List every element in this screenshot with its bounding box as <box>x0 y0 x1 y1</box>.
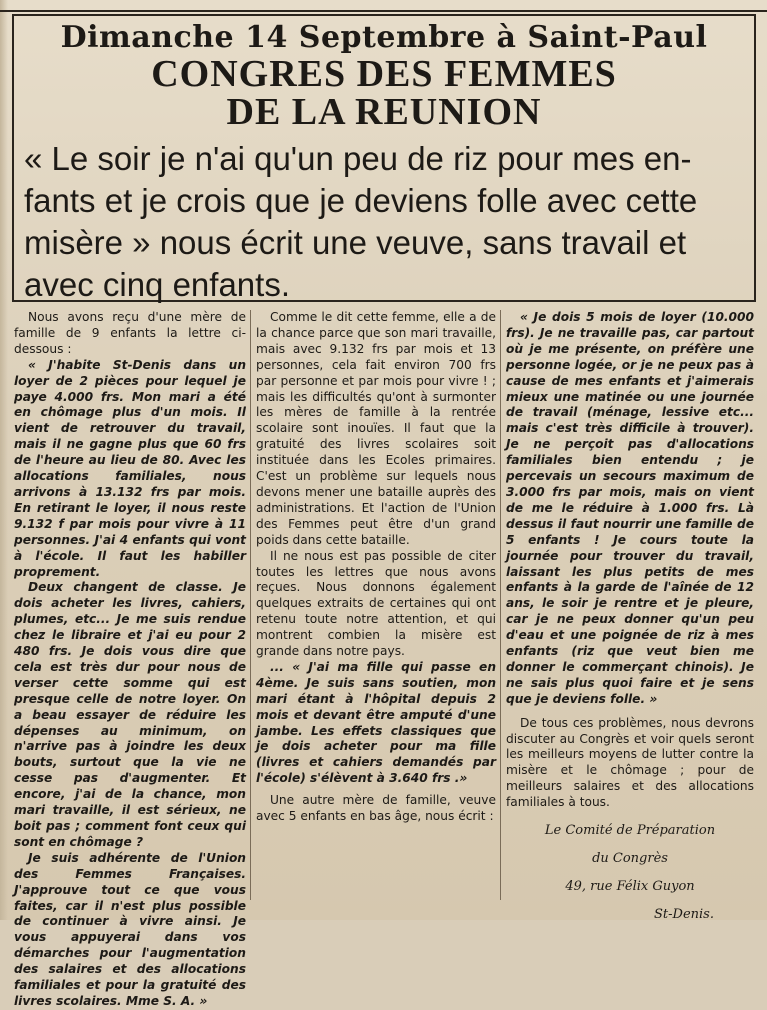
letter-paragraph: « Je dois 5 mois de loyer (10.000 frs). Je ne travaille pas, car partout où je me présente, on préfère une personne logée, or je ne peux pas à cause de mes enfants et j'aimerais mieux une matinée ou une journée de travail (ménage, lessive etc... mais c'est très difficile à trouver). Je ne perçoit pas d'allocations familiales bien entendu ; je percevais un secours maximum de 3.000 frs par mois, mais on vient de me le réduire à 1.000 frs. Là dessus il faut nourrir une famille de 5 enfants ! Je cours toute la journée pour trouver du travail, laissant les plus petits de mes enfants à la garde de l'aînée de 12 ans, le soir je rentre et je pleure, car je ne peux donner qu'un peu d'eau et une poignée de riz à mes enfants (riz que veut bien me donner le commerçant chinois). Je ne sais plus quoi faire et je sens que je deviens folle. » <box>506 310 754 706</box>
paragraph: Nous avons reçu d'une mère de famille de 9 enfants la lettre ci-dessous : <box>14 310 246 356</box>
pull-quote-line: avec cinq enfants. <box>24 266 290 303</box>
signature-line: Le Comité de Préparation <box>544 823 716 839</box>
signature-city: St-Denis. <box>654 907 714 923</box>
letter-paragraph: Je suis adhérente de l'Union des Femmes Françaises. J'approuve tout ce que vous faites, car il n'est plus possible de continuer à vivre ainsi. Je vous appuyerai dans vos démarches pour l'augmentation des salaires et des allocations familiales et pour la gratuité des livres scolaires. Mme S. A. » <box>14 850 246 1008</box>
letter-paragraph: Deux changent de classe. Je dois acheter les livres, cahiers, plumes, etc... Je me suis rendue chez le libraire et j'ai eu pour 2 480 frs. Je dois vous dire que cela est très dur pour nous de verser cette somme qui est presque celle de notre loyer. On a beau essayer de réduire les dépenses au minimum, on n'arrive pas à joindre les deux bouts, surtout que la vie ne cesse pas d'augmenter. Et encore, j'ai de la chance, mon mari travaille, il est sérieux, ne boit pas ; comment font ceux qui sont en chômage ? <box>14 580 246 849</box>
signature-line: du Congrès <box>592 851 668 867</box>
paragraph: Comme le dit cette femme, elle a de la chance parce que son mari travaille, mais avec 9.132 frs par mois et 13 personnes, cela fait environ 700 frs par personne et par mois pour vivre ! ; mais les difficultés qu'ont à surmonter les mères de famille à la rentrée scolaire sont inouïes. Il faut que la gratuité des livres scolaires soit instituée dans les Ecoles primaires. C'est un problème sur lequels nous devons mener une bataille auprès des administrations. Et l'action de l'Union des Femmes peut être d'un grand poids dans cette bataille. <box>256 310 496 547</box>
letter-paragraph: ... « J'ai ma fille qui passe en 4ème. Je suis sans soutien, mon mari étant à l'hôpital depuis 2 mois et devant être amputé d'une jambe. Les effets classiques que je dois acheter pour ma fille (livres et cahiers demandés par l'école) s'élèvent à 3.640 frs .» <box>256 659 496 786</box>
article-column-3 <box>506 310 754 929</box>
paragraph: Une autre mère de famille, veuve avec 5 enfants en bas âge, nous écrit : <box>256 793 496 824</box>
signature-block <box>506 817 754 929</box>
article-column-2 <box>256 310 496 825</box>
headline-date: Dimanche 14 Septembre à Saint-Paul <box>60 20 708 55</box>
column-divider <box>250 310 251 900</box>
paragraph: De tous ces problèmes, nous devrons discuter au Congrès et voir quels seront les meilleurs moyens de lutter contre la misère et le chômage ; pour de meilleurs salaires et des allocations familiales à tous. <box>506 715 754 810</box>
pull-quote <box>24 138 748 306</box>
letter-paragraph: « J'habite St-Denis dans un loyer de 2 pièces pour lequel je paye 4.000 frs. Mon mari a été en chômage plus d'un mois. Il vient de retrouver du travail, mais il ne gagne plus que 60 frs de l'heure au lieu de 80. Avec les allocations familiales, nous arrivons à 13.132 frs par mois. En retirant le loyer, il nous reste 9.132 f par mois pour vivre à 11 personnes. J'ai 4 enfants qui vont à l'école. Il faut les habiller proprement. <box>14 357 246 579</box>
pull-quote-line: « Le soir je n'ai qu'un peu de riz pour mes en- <box>24 140 692 177</box>
top-rule <box>0 10 767 12</box>
pull-quote-line: fants et je crois que je deviens folle avec cette <box>24 182 698 219</box>
headline-title-line2: DE LA REUNION <box>226 91 542 133</box>
paragraph: Il ne nous est pas possible de citer toutes les lettres que nous avons reçues. Nous donnons également quelques extraits de certaines qui ont retenu toute notre attention, et qui montrent combien la misère est grande dans notre pays. <box>256 548 496 659</box>
pull-quote-line: misère » nous écrit une veuve, sans travail et <box>24 224 687 261</box>
paper-edge-shadow <box>0 0 8 920</box>
article-column-1 <box>14 310 246 1010</box>
signature-address: 49, rue Félix Guyon <box>565 879 695 895</box>
column-divider <box>500 310 501 900</box>
headline-title-line1: CONGRES DES FEMMES <box>151 53 617 95</box>
